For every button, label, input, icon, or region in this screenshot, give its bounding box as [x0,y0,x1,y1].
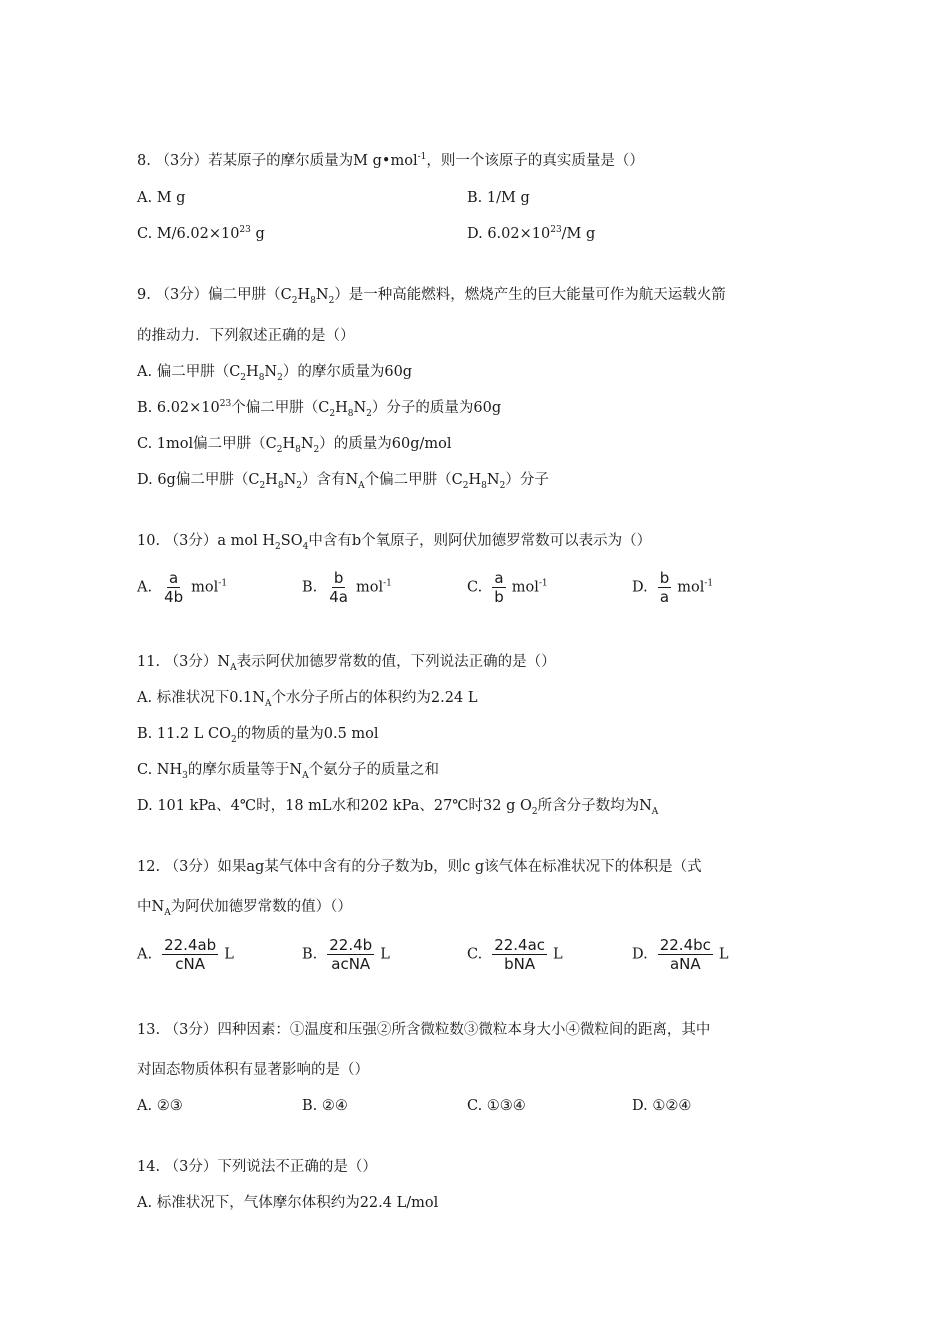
question-12-option-c: C. $\frac{22.4ac}{\text{bNA}}$ L [467,936,563,973]
question-13-option-b: B. ②④ [302,1098,348,1114]
fraction: $\frac{22.4ac}{\text{bNA}}$ [494,936,546,973]
fraction: $\frac{22.4b}{\text{acNA}}$ [329,936,373,973]
question-10-stem: 10. （3分）a mol $H_2SO_4$中含有b个氧原子，则阿伏加德罗常数可以表示为（） [137,533,652,552]
question-9-option-b: B. $6.02\times 10^{23}$个偏二甲肼$(C_2H_8N_2)$分子的质量为60g [137,399,502,419]
question-12-option-d: D. $\frac{22.4bc}{\text{aNA}}$ L [632,936,729,973]
question-14-option-a: A. 标准状况下，气体摩尔体积约为22.4 L/mol [137,1195,439,1211]
question-8-option-d: D. $6.02\times 10^{23}/M$ g [467,225,596,242]
fraction: $\frac{a}{4b}$ [164,569,184,606]
question-13-option-c: C. ①③④ [467,1098,526,1114]
question-11-stem: 11. （3分）$N_A$表示阿伏加德罗常数的值，下列说法正确的是（） [137,654,556,673]
question-11-option-b: B. 11.2 L $CO_2$的物质的量为0.5 mol [137,726,379,745]
fraction: $\frac{b}{4a}$ [329,569,349,606]
question-11-option-a: A. 标准状况下$0.1N_A$个水分子所占的体积约为2.24 L [137,690,478,709]
fraction: $\frac{22.4bc}{\text{aNA}}$ [659,936,711,973]
fraction: $\frac{a}{b}$ [494,569,504,606]
question-13-option-a: A. ②③ [137,1098,183,1114]
question-13-stem-line2: 对固态物质体积有显著影响的是（） [137,1062,369,1078]
question-10-option-a: A. $\frac{a}{4b}$ mol$^{-1}$ [137,569,228,606]
question-13-option-d: D. ①②④ [632,1098,692,1114]
question-12-stem-line1: 12. （3分）如果ag某气体中含有的分子数为b，则c g该气体在标准状况下的体积是（式 [137,859,702,875]
question-12-option-a: A. $\frac{22.4ab}{\text{cNA}}$ L [137,936,234,973]
question-11-option-c: C. $NH_3$的摩尔质量等于$N_A$个氨分子的质量之和 [137,762,440,781]
question-12-option-b: B. $\frac{22.4b}{\text{acNA}}$ L [302,936,390,973]
question-9-option-d: D. 6g偏二甲肼$(C_2H_8N_2)$含有$N_A$个偏二甲肼$(C_2H_8N_2)$分子 [137,472,549,491]
fraction: $\frac{b}{a}$ [659,569,670,606]
question-8-option-b: B. 1/M g [467,190,530,206]
question-8-stem: 8. （3分）若某原子的摩尔质量为M g•mol$^{-1}$，则一个该原子的真实质量是（） [137,152,644,169]
question-13-stem-line1: 13. （3分）四种因素：①温度和压强②所含微粒数③微粒本身大小④微粒间的距离，其中 [137,1022,711,1038]
question-9-option-c: C. 1mol偏二甲肼$(C_2H_8N_2)$的质量为60g/mol [137,436,452,455]
question-10-option-c: C. $\frac{a}{b}$ mol$^{-1}$ [467,569,548,606]
question-8-option-a: A. M g [137,190,186,206]
question-9-option-a: A. 偏二甲肼$(C_2H_8N_2)$的摩尔质量为60g [137,364,413,383]
question-8-option-c: C. $M/6.02\times 10^{23}$ g [137,225,265,242]
question-9-stem-line2: 的推动力．下列叙述正确的是（） [137,328,355,344]
question-14-stem: 14. （3分）下列说法不正确的是（） [137,1159,377,1175]
question-9-stem-line1: 9. （3分）偏二甲肼$(C_2H_8N_2)$是一种高能燃料，燃烧产生的巨大能量可作为航天运载火箭 [137,287,726,306]
question-11-option-d: D. 101 kPa、4℃时，18 mL水和202 kPa、27℃时32 g $O_2$所含分子数均为$N_A$ [137,798,659,817]
question-12-stem-line2: 中$N_A$为阿伏加德罗常数的值）（） [137,899,352,918]
question-10-option-b: B. $\frac{b}{4a}$ mol$^{-1}$ [302,569,392,606]
question-10-option-d: D. $\frac{b}{a}$ mol$^{-1}$ [632,569,714,606]
fraction: $\frac{22.4ab}{\text{cNA}}$ [164,936,217,973]
